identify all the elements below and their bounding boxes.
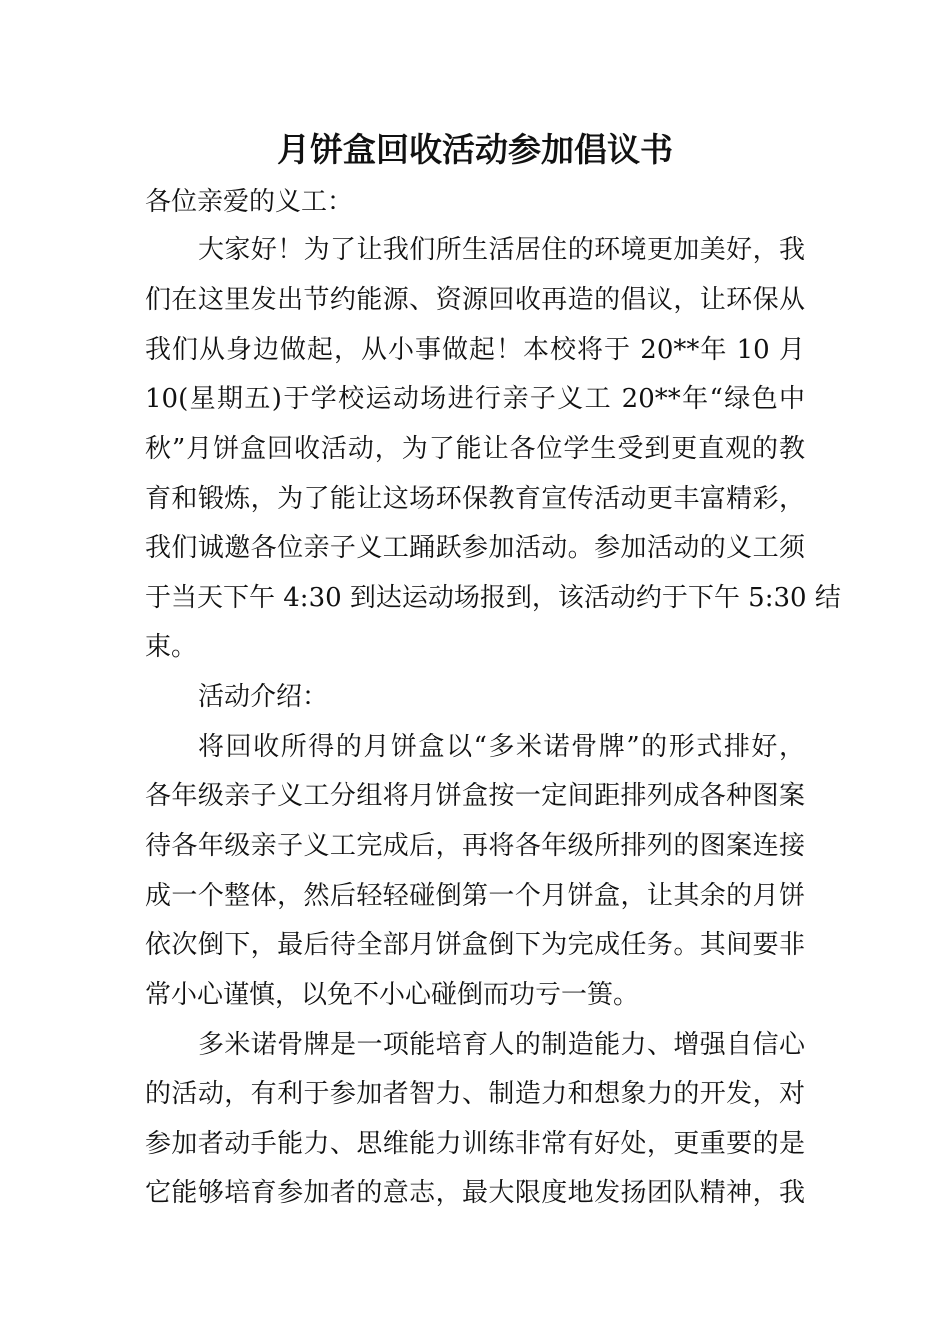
body-line: 育和锻炼，为了能让这场环保教育宣传活动更丰富精彩，	[145, 484, 805, 514]
body-line: 秋”月饼盒回收活动，为了能让各位学生受到更直观的教	[145, 434, 805, 464]
body-line: 束。	[145, 632, 198, 662]
body-line: 参加者动手能力、思维能力训练非常有好处，更重要的是	[145, 1129, 805, 1159]
body-line: 它能够培育参加者的意志，最大限度地发扬团队精神，我	[145, 1178, 805, 1208]
body-line: 们在这里发出节约能源、资源回收再造的倡议，让环保从	[145, 285, 805, 315]
body-line: 常小心谨慎，以免不小心碰倒而功亏一篑。	[145, 980, 640, 1010]
body-line: 待各年级亲子义工完成后，再将各年级所排列的图案连接	[145, 831, 805, 861]
body-line: 成一个整体，然后轻轻碰倒第一个月饼盒，让其余的月饼	[145, 881, 805, 911]
body-line: 我们从身边做起，从小事做起！本校将于 20**年 10 月	[145, 335, 805, 365]
body-line: 大家好！为了让我们所生活居住的环境更加美好，我	[198, 235, 805, 265]
body-line: 于当天下午 4:30 到达运动场报到，该活动约于下午 5:30 结	[145, 583, 841, 613]
body-line: 各年级亲子义工分组将月饼盒按一定间距排列成各种图案	[145, 781, 805, 811]
body-line: 我们诚邀各位亲子义工踊跃参加活动。参加活动的义工须	[145, 533, 805, 563]
body-line: 多米诺骨牌是一项能培育人的制造能力、增强自信心	[198, 1030, 805, 1060]
salutation-line: 各位亲爱的义工：	[145, 187, 354, 217]
body-line: 的活动，有利于参加者智力、制造力和想象力的开发，对	[145, 1079, 805, 1109]
body-line: 10(星期五)于学校运动场进行亲子义工 20**年“绿色中	[145, 384, 805, 414]
body-line: 依次倒下，最后待全部月饼盒倒下为完成任务。其间要非	[145, 930, 805, 960]
section-heading: 活动介绍：	[198, 682, 329, 712]
document-title: 月饼盒回收活动参加倡议书	[277, 130, 673, 169]
body-line: 将回收所得的月饼盒以“多米诺骨牌”的形式排好，	[198, 732, 805, 762]
